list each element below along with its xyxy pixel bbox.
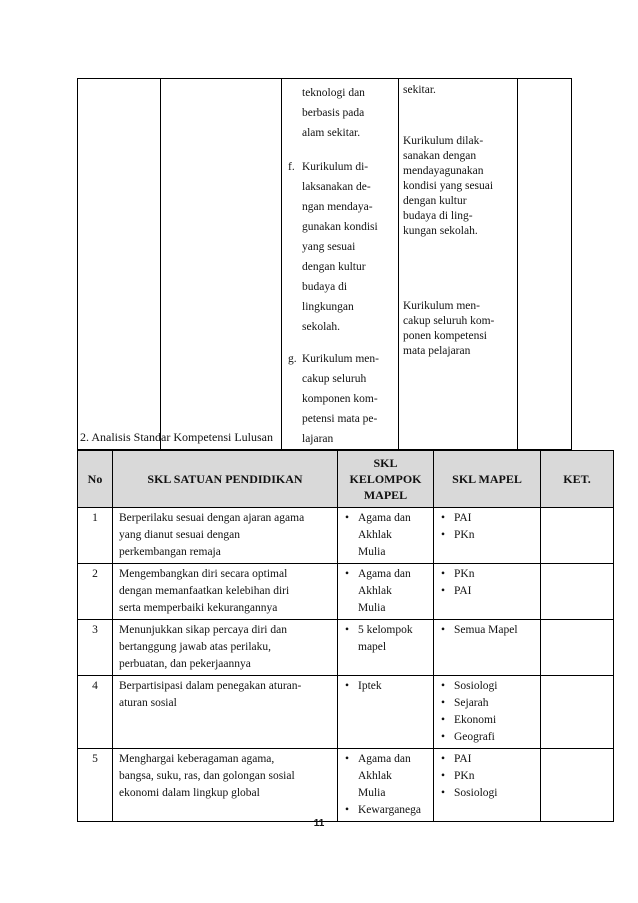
ket-cell xyxy=(541,676,614,749)
text-line: Menghargai keberagaman agama, xyxy=(119,753,275,765)
skl-satuan-cell xyxy=(113,676,338,749)
skl-mapel-cell xyxy=(434,508,541,564)
text-line: laksanakan de- xyxy=(302,181,371,193)
text-line: lingkungan xyxy=(302,301,354,313)
skl-kelompok-cell xyxy=(338,749,434,822)
list-item: • Sosiologi xyxy=(440,785,536,802)
text-line: dengan kultur xyxy=(403,195,467,207)
skl-analysis-table xyxy=(77,450,614,822)
skl-kelompok-cell xyxy=(338,676,434,749)
text-line: mendayagunakan xyxy=(403,165,484,177)
list-item: • Geografi xyxy=(440,729,536,746)
text-line: Akhlak xyxy=(358,529,392,541)
text-line: perkembangan remaja xyxy=(119,546,221,558)
text-line: sekitar. xyxy=(403,84,436,96)
row-number: 5 xyxy=(78,749,113,822)
skl-kelompok-cell xyxy=(338,620,434,676)
skl-satuan-cell xyxy=(113,749,338,822)
text-line: kondisi yang sesuai xyxy=(403,180,494,192)
text-line: Berperilaku sesuai dengan ajaran agama xyxy=(119,512,305,524)
list-item: • PKn xyxy=(440,768,536,785)
skl-satuan-cell xyxy=(113,508,338,564)
text-line: budaya di ling- xyxy=(403,210,473,222)
list-item xyxy=(344,622,429,656)
text-line: mapel xyxy=(358,641,387,653)
section-heading: 2. Analisis Standar Kompetensi Lulusan xyxy=(80,430,273,444)
text-line: bangsa, suku, ras, dan golongan sosial xyxy=(119,770,295,782)
row-number: 2 xyxy=(78,564,113,620)
page-number: 11 xyxy=(313,818,325,829)
indicator-cell xyxy=(399,79,518,450)
header-no: No xyxy=(78,451,113,508)
kelompok-list xyxy=(344,566,429,617)
item-letter: f. xyxy=(288,161,295,173)
text-line: Mulia xyxy=(358,546,386,558)
text-line: cakup seluruh kom- xyxy=(403,315,495,327)
text-line: Berpartisipasi dalam penegakan aturan- xyxy=(119,680,302,692)
mapel-list xyxy=(440,751,536,802)
skl-mapel-cell xyxy=(434,564,541,620)
table-row xyxy=(78,564,614,620)
table-row xyxy=(78,508,614,564)
text-line: aturan sosial xyxy=(119,697,177,709)
text-line: budaya di xyxy=(302,281,348,293)
list-item: • Sosiologi xyxy=(440,678,536,695)
text-line: dengan memanfaatkan kelebihan diri xyxy=(119,585,290,597)
competency-item xyxy=(288,349,398,449)
text-line: Kurikulum di- xyxy=(302,161,369,173)
mapel-list xyxy=(440,566,536,600)
skl-satuan-cell xyxy=(113,564,338,620)
text-line: Mengembangkan diri secara optimal xyxy=(119,568,288,580)
text-line: lajaran xyxy=(302,433,334,445)
list-item: • PKn xyxy=(440,566,536,583)
list-item: • PAI xyxy=(440,751,536,768)
skl-mapel-cell xyxy=(434,676,541,749)
header-ket: KET. xyxy=(541,451,614,508)
kelompok-list xyxy=(344,510,429,561)
text-line: kungan sekolah. xyxy=(403,225,478,237)
text-line: berbasis pada xyxy=(302,107,365,119)
text-line: ponen kompetensi xyxy=(403,330,487,342)
header-skl-mapel: SKL MAPEL xyxy=(434,451,541,508)
table-row xyxy=(78,620,614,676)
kelompok-list xyxy=(344,751,429,819)
skl-kelompok-cell xyxy=(338,508,434,564)
text-line: Kurikulum men- xyxy=(302,353,379,365)
text-line: • Agama dan xyxy=(358,568,411,580)
list-item xyxy=(344,802,429,819)
header-line: MAPEL xyxy=(363,488,408,502)
competency-item xyxy=(288,157,398,337)
header-line: SKL xyxy=(373,456,398,470)
mapel-list xyxy=(440,622,536,639)
empty-cell xyxy=(78,79,161,450)
indicator-text xyxy=(403,299,513,359)
list-item xyxy=(344,510,429,561)
text-line: perbuatan, dan pekerjaannya xyxy=(119,658,251,670)
list-item: • Sejarah xyxy=(440,695,536,712)
item-text xyxy=(302,83,398,143)
text-line: sanakan dengan xyxy=(403,150,477,162)
kelompok-list xyxy=(344,622,429,656)
text-line: Akhlak xyxy=(358,770,392,782)
indicator-text xyxy=(403,134,513,239)
item-text xyxy=(302,349,398,449)
header-skl-kelompok xyxy=(338,451,434,508)
indicator-text xyxy=(403,83,513,98)
table-header-row xyxy=(78,451,614,508)
competency-item xyxy=(288,83,398,143)
item-letter xyxy=(288,83,302,143)
text-line: ekonomi dalam lingkup global xyxy=(119,787,260,799)
ket-cell xyxy=(541,620,614,676)
ket-cell xyxy=(541,508,614,564)
text-line: • Agama dan xyxy=(358,753,411,765)
header-skl-satuan: SKL SATUAN PENDIDIKAN xyxy=(113,451,338,508)
text-line: bertanggung jawab atas perilaku, xyxy=(119,641,271,653)
text-line: yang dianut sesuai dengan xyxy=(119,529,241,541)
skl-kelompok-cell xyxy=(338,564,434,620)
text-line: Kurikulum dilak- xyxy=(403,135,484,147)
text-line: mata pelajaran xyxy=(403,345,471,357)
empty-cell xyxy=(161,79,282,450)
text-line: sekolah. xyxy=(302,321,341,333)
item-text xyxy=(302,157,398,337)
text-line: • 5 kelompok xyxy=(358,624,413,636)
mapel-list xyxy=(440,510,536,544)
item-letter: g. xyxy=(288,353,297,365)
list-item: • Ekonomi xyxy=(440,712,536,729)
text-line: Akhlak xyxy=(358,585,392,597)
text-line: • Agama dan xyxy=(358,512,411,524)
text-line: ngan mendaya- xyxy=(302,201,373,213)
text-line: petensi mata pe- xyxy=(302,413,378,425)
list-item xyxy=(344,678,429,695)
text-line: serta memperbaiki kekurangannya xyxy=(119,602,278,614)
text-line: gunakan kondisi xyxy=(302,221,378,233)
text-line: Mulia xyxy=(358,602,386,614)
table-row xyxy=(78,749,614,822)
skl-satuan-cell xyxy=(113,620,338,676)
text-line: yang sesuai xyxy=(302,241,356,253)
list-item: • Semua Mapel xyxy=(440,622,536,639)
row-number: 4 xyxy=(78,676,113,749)
text-line: cakup seluruh xyxy=(302,373,367,385)
list-item xyxy=(344,566,429,617)
list-item: • PKn xyxy=(440,527,536,544)
text-line: Mulia xyxy=(358,787,386,799)
header-line: KELOMPOK xyxy=(349,472,422,486)
text-line: Menunjukkan sikap percaya diri dan xyxy=(119,624,287,636)
text-line: • Iptek xyxy=(358,680,382,692)
text-line: teknologi dan xyxy=(302,87,365,99)
skl-mapel-cell xyxy=(434,620,541,676)
implementation-cell xyxy=(282,79,399,450)
skl-mapel-cell xyxy=(434,749,541,822)
text-line: komponen kom- xyxy=(302,393,378,405)
table-row xyxy=(78,79,572,450)
empty-cell xyxy=(518,79,572,450)
row-number: 1 xyxy=(78,508,113,564)
list-item: • PAI xyxy=(440,583,536,600)
text-line: alam sekitar. xyxy=(302,127,361,139)
kelompok-list xyxy=(344,678,429,695)
mapel-list xyxy=(440,678,536,746)
row-number: 3 xyxy=(78,620,113,676)
text-line: • Kewarganega xyxy=(358,804,422,816)
text-line: dengan kultur xyxy=(302,261,366,273)
ket-cell xyxy=(541,749,614,822)
table-row xyxy=(78,676,614,749)
list-item: • PAI xyxy=(440,510,536,527)
continuation-table xyxy=(77,78,572,450)
list-item xyxy=(344,751,429,802)
ket-cell xyxy=(541,564,614,620)
text-line: Kurikulum men- xyxy=(403,300,480,312)
